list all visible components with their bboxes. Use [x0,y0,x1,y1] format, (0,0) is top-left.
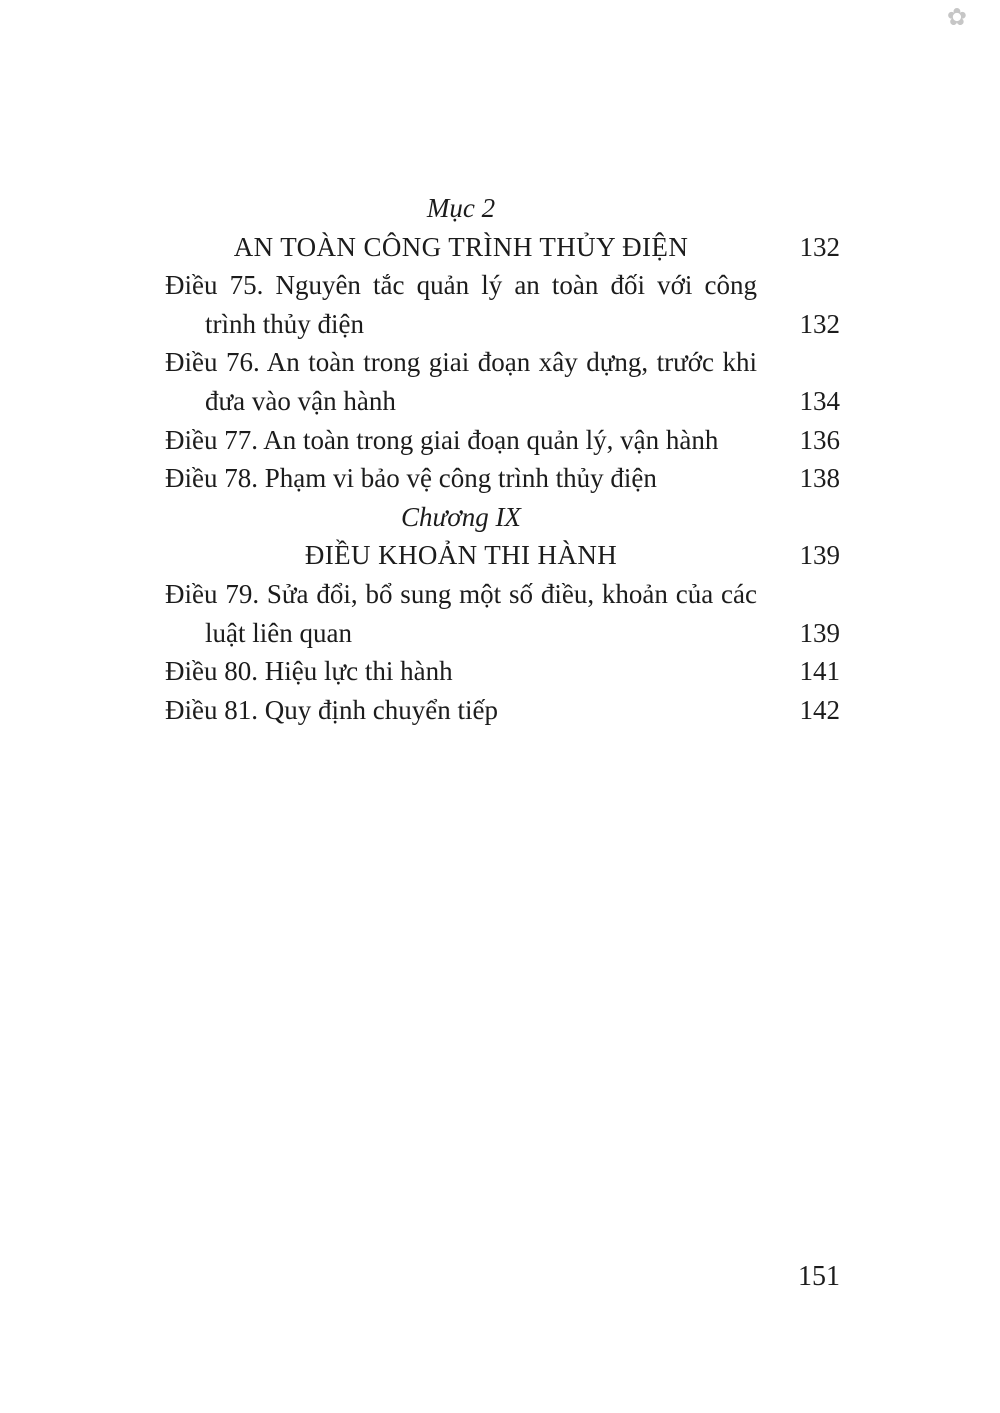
section-title: ĐIỀU KHOẢN THI HÀNH [304,540,618,571]
entry-line1: Điều 76. An toàn trong giai đoạn xây dựng, trước khi [165,347,757,378]
entry-text [165,343,757,420]
toc-entry [165,652,840,691]
page-ref: 134 [799,385,840,416]
entry-text [165,575,757,652]
section-title-row [165,536,840,575]
section-title: AN TOÀN CÔNG TRÌNH THỦY ĐIỆN [233,231,689,262]
entry-line1: Điều 75. Nguyên tắc quản lý an toàn đối với công [165,270,757,301]
entry-text [165,459,757,498]
entry-line2: luật liên quan [205,617,352,648]
flower-ornament-icon: ✿ [946,5,967,31]
page-ref: 139 [799,617,840,648]
toc-entry [165,343,840,420]
toc-entry [165,575,840,652]
section-label: Chương IX [401,501,521,532]
page-ref: 136 [799,424,840,455]
section-label-row [165,498,840,537]
entry-text [165,266,757,343]
entry-line1: Điều 81. Quy định chuyển tiếp [165,694,498,725]
entry-line2: trình thủy điện [205,308,364,339]
page-ref: 141 [799,656,840,687]
page-ref: 132 [799,308,840,339]
entry-text [165,421,757,460]
toc-entry [165,421,840,460]
entry-line1: Điều 80. Hiệu lực thi hành [165,656,453,687]
table-of-contents [165,189,840,729]
page-ref: 132 [799,231,840,262]
entry-line1: Điều 77. An toàn trong giai đoạn quản lý, vận hành [165,424,719,455]
entry-text [165,652,757,691]
page-number: 151 [798,1261,840,1292]
toc-entry [165,266,840,343]
entry-text [165,691,757,730]
page-ref: 139 [799,540,840,571]
toc-entry [165,691,840,730]
section-title-row [165,228,840,267]
entry-line1: Điều 78. Phạm vi bảo vệ công trình thủy điện [165,463,657,494]
entry-line2: đưa vào vận hành [205,385,396,416]
section-label: Mục 2 [426,193,496,223]
entry-line1: Điều 79. Sửa đổi, bổ sung một số điều, khoản của các [165,578,757,609]
section-label-row [165,189,840,228]
page-ref: 142 [799,694,840,725]
toc-entry [165,459,840,498]
page-ref: 138 [799,463,840,494]
